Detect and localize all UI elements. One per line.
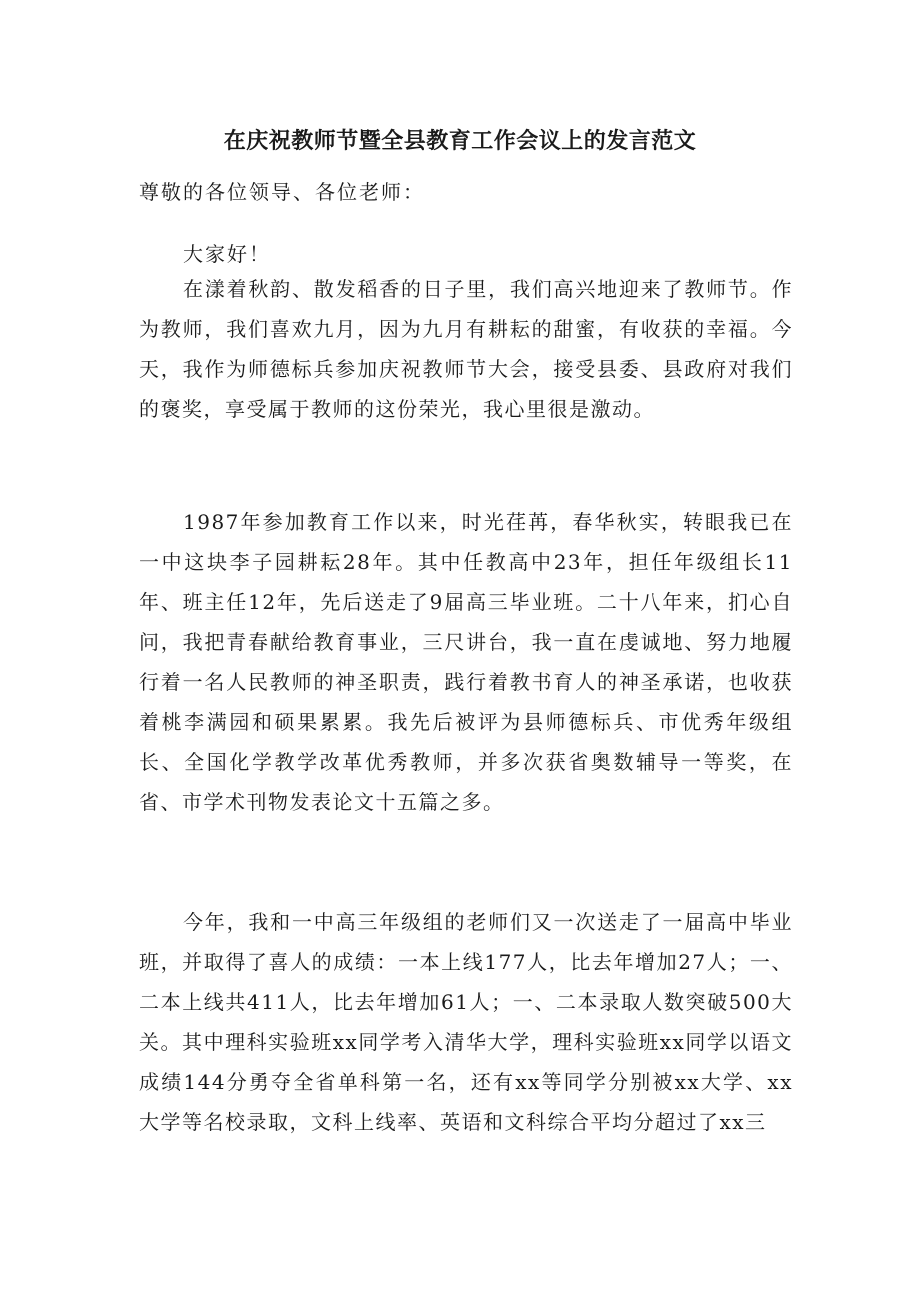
- salutation: 尊敬的各位领导、各位老师：: [139, 180, 425, 204]
- paragraph-1: 在漾着秋韵、散发稻香的日子里，我们高兴地迎来了教师节。作为教师，我们喜欢九月，因为九月有耕耘的甜蜜，有收获的幸福。今天，我作为师德标兵参加庆祝教师节大会，接受县委、县政府对我们的褒奖，享受属于教师的这份荣光，我心里很是激动。: [139, 277, 793, 421]
- opening-greeting: 大家好！: [183, 242, 271, 266]
- paragraph-3: 今年，我和一中高三年级组的老师们又一次送走了一届高中毕业班，并取得了喜人的成绩：一本上线177人，比去年增加27人；一、二本上线共411人，比去年增加61人；一、二本录取人数突破500大关。其中理科实验班xx同学考入清华大学，理科实验班xx同学以语文成绩144分勇夺全省单科第一名，还有xx等同学分别被xx大学、xx大学等名校录取，文科上线率、英语和文科综合平均分超过了xx三: [139, 910, 793, 1134]
- document-title: 在庆祝教师节暨全县教育工作会议上的发言范文: [223, 129, 697, 154]
- paragraph-2: 1987年参加教育工作以来，时光荏苒，春华秋实，转眼我已在一中这块李子园耕耘28年。其中任教高中23年，担任年级组长11年、班主任12年，先后送走了9届高三毕业班。二十八年来，扪心自问，我把青春献给教育事业，三尺讲台，我一直在虔诚地、努力地履行着一名人民教师的神圣职责，践行着教书育人的神圣承诺，也收获着桃李满园和硕果累累。我先后被评为县师德标兵、市优秀年级组长、全国化学教学改革优秀教师，并多次获省奥数辅导一等奖，在省、市学术刊物发表论文十五篇之多。: [139, 510, 793, 814]
